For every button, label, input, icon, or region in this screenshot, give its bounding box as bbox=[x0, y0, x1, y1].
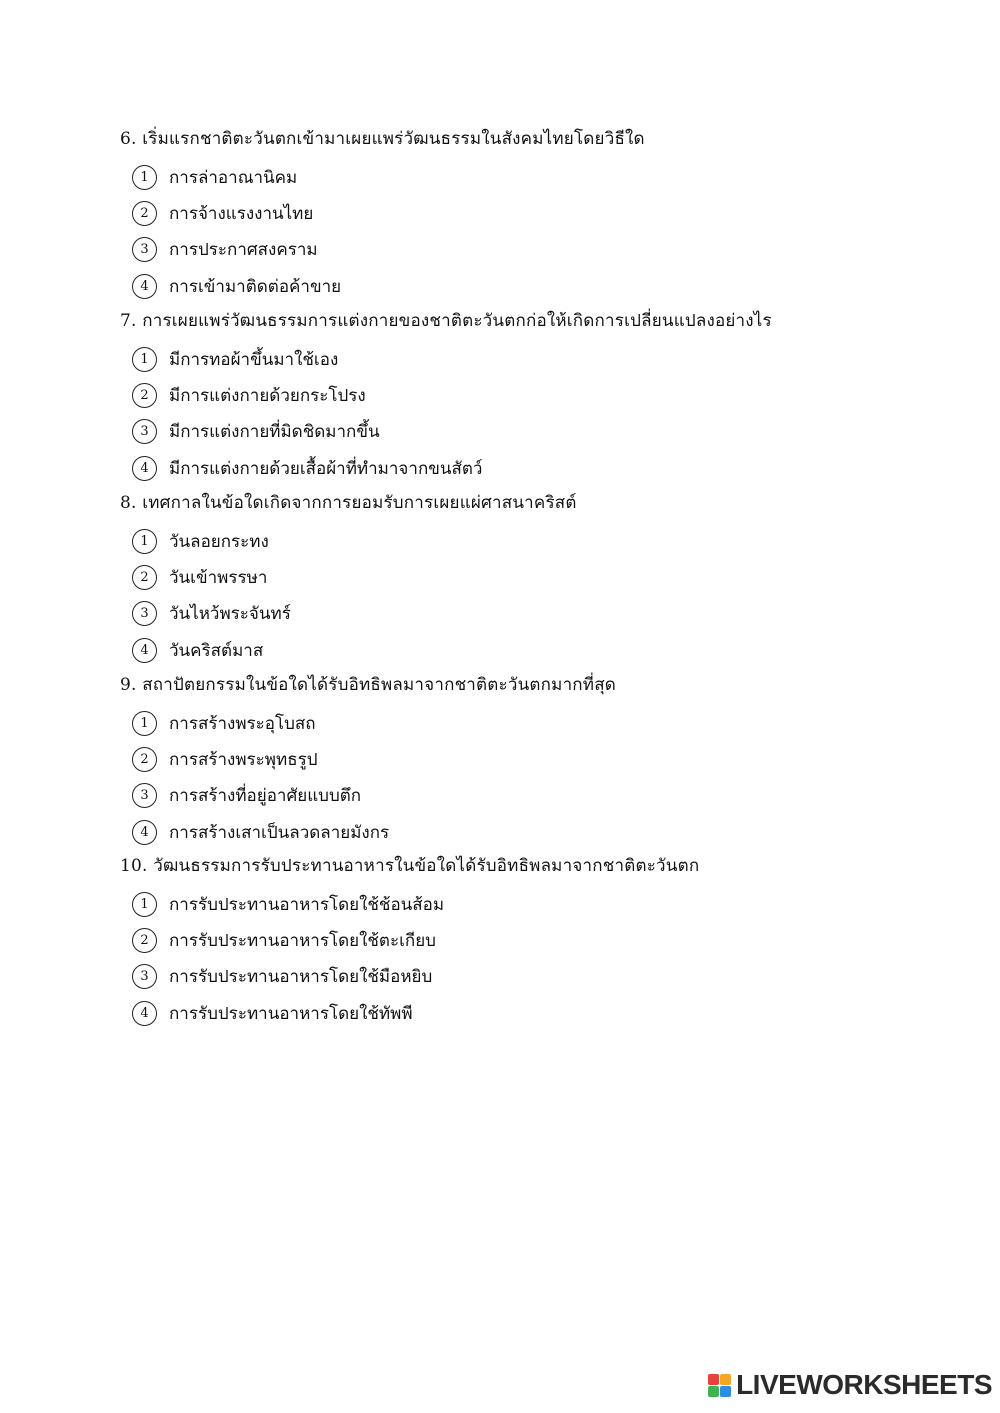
question-text: 9. สถาปัตยกรรมในข้อใดได้รับอิทธิพลมาจากชาติตะวันตกมากที่สุด bbox=[120, 675, 617, 695]
answer-bubble[interactable]: 2 bbox=[132, 747, 157, 772]
option-text: การสร้างพระอุโบสถ bbox=[169, 713, 316, 734]
option-item[interactable] bbox=[132, 1000, 980, 1026]
option-text: มีการแต่งกายด้วยเสื้อผ้าที่ทำมาจากขนสัตว์ bbox=[169, 458, 483, 479]
option-item[interactable] bbox=[132, 564, 980, 590]
option-item[interactable] bbox=[132, 783, 980, 809]
logo-text: LIVEWORKSHEETS bbox=[736, 1369, 992, 1400]
option-item[interactable] bbox=[132, 710, 980, 736]
answer-bubble[interactable]: 4 bbox=[132, 456, 157, 481]
logo-square-red bbox=[708, 1374, 719, 1385]
option-text: การรับประทานอาหารโดยใช้ช้อนส้อม bbox=[169, 894, 445, 915]
question-text: 8. เทศกาลในข้อใดเกิดจากการยอมรับการเผยแผ่ศาสนาคริสต์ bbox=[120, 493, 577, 513]
option-text: วันเข้าพรรษา bbox=[169, 567, 268, 588]
option-text: การประกาศสงคราม bbox=[169, 240, 318, 261]
logo-square-orange bbox=[720, 1374, 731, 1385]
options-list bbox=[120, 710, 980, 845]
logo-square-green bbox=[708, 1386, 719, 1397]
option-text: การรับประทานอาหารโดยใช้มือหยิบ bbox=[169, 967, 433, 988]
answer-bubble[interactable]: 3 bbox=[132, 419, 157, 444]
answer-bubble[interactable]: 3 bbox=[132, 964, 157, 989]
option-item[interactable] bbox=[132, 964, 980, 990]
option-text: มีการทอผ้าขึ้นมาใช้เอง bbox=[169, 349, 339, 370]
answer-bubble[interactable]: 4 bbox=[132, 638, 157, 663]
question-text: 10. วัฒนธรรมการรับประทานอาหารในข้อใดได้รับอิทธิพลมาจากชาติตะวันตก bbox=[120, 856, 700, 876]
option-text: วันลอยกระทง bbox=[169, 531, 269, 552]
question-10 bbox=[120, 855, 980, 1037]
option-item[interactable] bbox=[132, 891, 980, 917]
option-text: การสร้างพระพุทธรูป bbox=[169, 749, 318, 770]
option-item[interactable] bbox=[132, 746, 980, 772]
option-text: การจ้างแรงงานไทย bbox=[169, 203, 314, 224]
option-item[interactable] bbox=[132, 455, 980, 481]
option-item[interactable] bbox=[132, 237, 980, 263]
option-item[interactable] bbox=[132, 273, 980, 299]
question-text: 6. เริ่มแรกชาติตะวันตกเข้ามาเผยแพร่วัฒนธรรมในสังคมไทยโดยวิธีใด bbox=[120, 129, 645, 149]
question-8 bbox=[120, 492, 980, 674]
question-7 bbox=[120, 310, 980, 492]
liveworksheets-logo bbox=[708, 1369, 992, 1401]
answer-bubble[interactable]: 3 bbox=[132, 237, 157, 262]
option-item[interactable] bbox=[132, 528, 980, 554]
answer-bubble[interactable]: 4 bbox=[132, 274, 157, 299]
option-item[interactable] bbox=[132, 200, 980, 226]
option-text: การเข้ามาติดต่อค้าขาย bbox=[169, 276, 342, 297]
option-item[interactable] bbox=[132, 819, 980, 845]
option-item[interactable] bbox=[132, 927, 980, 953]
option-text: มีการแต่งกายที่มิดชิดมากขึ้น bbox=[169, 422, 380, 443]
options-list bbox=[120, 164, 980, 299]
answer-bubble[interactable]: 2 bbox=[132, 201, 157, 226]
option-item[interactable] bbox=[132, 346, 980, 372]
option-item[interactable] bbox=[132, 601, 980, 627]
answer-bubble[interactable]: 2 bbox=[132, 565, 157, 590]
option-text: วันไหว้พระจันทร์ bbox=[169, 604, 291, 625]
answer-bubble[interactable]: 2 bbox=[132, 928, 157, 953]
option-text: การรับประทานอาหารโดยใช้ทัพพี bbox=[169, 1003, 413, 1024]
answer-bubble[interactable]: 1 bbox=[132, 347, 157, 372]
option-text: การสร้างที่อยู่อาศัยแบบตึก bbox=[169, 786, 362, 807]
option-item[interactable] bbox=[132, 637, 980, 663]
question-text: 7. การเผยแพร่วัฒนธรรมการแต่งกายของชาติตะวันตกก่อให้เกิดการเปลี่ยนแปลงอย่างไร bbox=[120, 311, 772, 331]
question-6 bbox=[120, 128, 980, 310]
option-text: มีการแต่งกายด้วยกระโปรง bbox=[169, 385, 366, 406]
option-item[interactable] bbox=[132, 164, 980, 190]
answer-bubble[interactable]: 2 bbox=[132, 383, 157, 408]
option-item[interactable] bbox=[132, 382, 980, 408]
logo-mark-icon bbox=[708, 1374, 731, 1397]
answer-bubble[interactable]: 1 bbox=[132, 529, 157, 554]
logo-square-blue bbox=[720, 1386, 731, 1397]
answer-bubble[interactable]: 1 bbox=[132, 892, 157, 917]
answer-bubble[interactable]: 4 bbox=[132, 820, 157, 845]
answer-bubble[interactable]: 4 bbox=[132, 1001, 157, 1026]
answer-bubble[interactable]: 1 bbox=[132, 165, 157, 190]
options-list bbox=[120, 346, 980, 481]
options-list bbox=[120, 891, 980, 1026]
option-item[interactable] bbox=[132, 419, 980, 445]
option-text: การรับประทานอาหารโดยใช้ตะเกียบ bbox=[169, 930, 436, 951]
option-text: การล่าอาณานิคม bbox=[169, 167, 298, 188]
answer-bubble[interactable]: 3 bbox=[132, 601, 157, 626]
answer-bubble[interactable]: 3 bbox=[132, 783, 157, 808]
options-list bbox=[120, 528, 980, 663]
option-text: การสร้างเสาเป็นลวดลายมังกร bbox=[169, 822, 390, 843]
answer-bubble[interactable]: 1 bbox=[132, 711, 157, 736]
option-text: วันคริสต์มาส bbox=[169, 640, 264, 661]
question-9 bbox=[120, 674, 980, 856]
